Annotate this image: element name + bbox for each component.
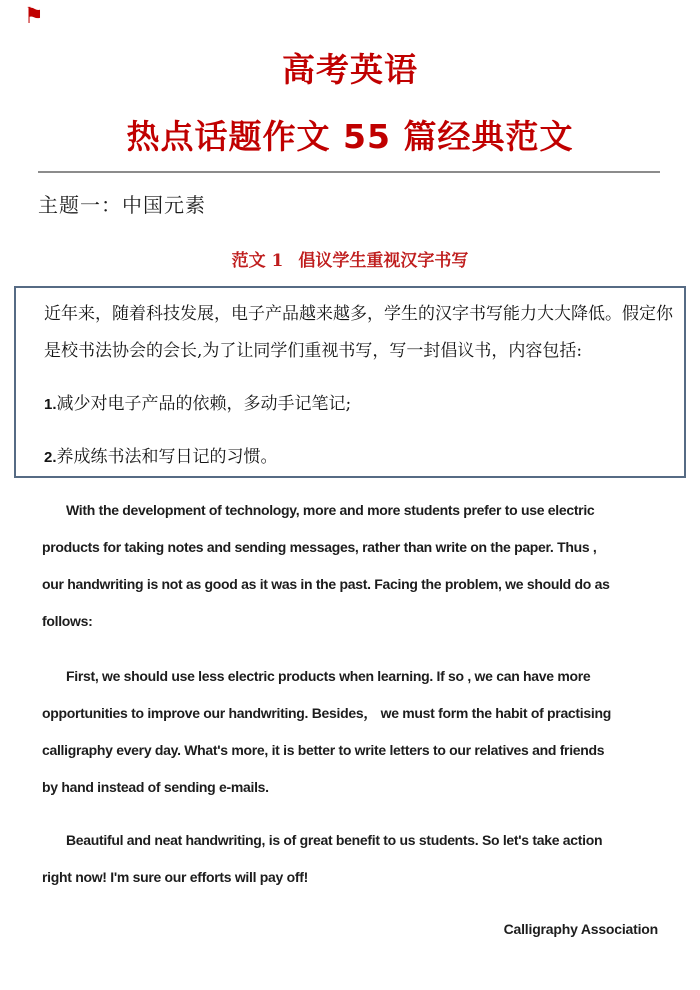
doc-title-line1: 高考英语 [282, 50, 418, 89]
essay-line: right now! I'm sure our efforts will pay off! [42, 869, 308, 885]
essay-heading [0, 246, 700, 271]
essay-line: our handwriting is not as good as it was in the past. Facing the problem, we should do as [42, 576, 610, 592]
essay-line: With the development of technology, more and more students prefer to use electric [66, 502, 595, 518]
essay-label: 范文 1 [231, 251, 284, 271]
essay-paragraph [42, 822, 658, 896]
divider-line [38, 171, 660, 173]
prompt-point [44, 386, 666, 423]
point-text: 减少对电子产品的依赖，多动手记笔记; [56, 394, 352, 414]
essay-title: 倡议学生重视汉字书写 [298, 251, 469, 271]
prompt-box [14, 286, 686, 478]
prompt-intro-line: 近年来，随着科技发展，电子产品越来越多，学生的汉字书写能力大大降低。假定你 [44, 304, 673, 324]
prompt-point [44, 439, 666, 476]
point-text: 养成练书法和写日记的习惯。 [56, 447, 278, 467]
doc-title-line2: 热点话题作文 55 篇经典范文 [126, 117, 574, 156]
red-flag-icon: ⚑ [24, 4, 44, 29]
essay-line: Beautiful and neat handwriting, is of great benefit to us students. So let's take action [66, 832, 603, 848]
essay-line: First, we should use less electric products when learning. If so , we can have more [66, 668, 591, 684]
essay-line: follows: [42, 613, 93, 629]
essay-line: products for taking notes and sending messages, rather than write on the paper. Thus , [42, 539, 597, 555]
essay-body [42, 492, 658, 948]
topic-heading: 主题一：中国元素 [38, 193, 206, 217]
essay-line: opportunities to improve our handwriting. Besides， we must form the habit of practising [42, 705, 611, 721]
essay-line: by hand instead of sending e-mails. [42, 779, 269, 795]
signature: Calligraphy Association [503, 921, 658, 937]
point-number: 1. [44, 396, 57, 413]
essay-paragraph [42, 492, 658, 640]
point-number: 2. [44, 449, 57, 466]
essay-line: calligraphy every day. What's more, it is better to write letters to our relatives and friends [42, 742, 605, 758]
essay-paragraph [42, 658, 658, 806]
prompt-intro-line: 是校书法协会的会长,为了让同学们重视书写，写一封倡议书，内容包括: [44, 341, 583, 361]
